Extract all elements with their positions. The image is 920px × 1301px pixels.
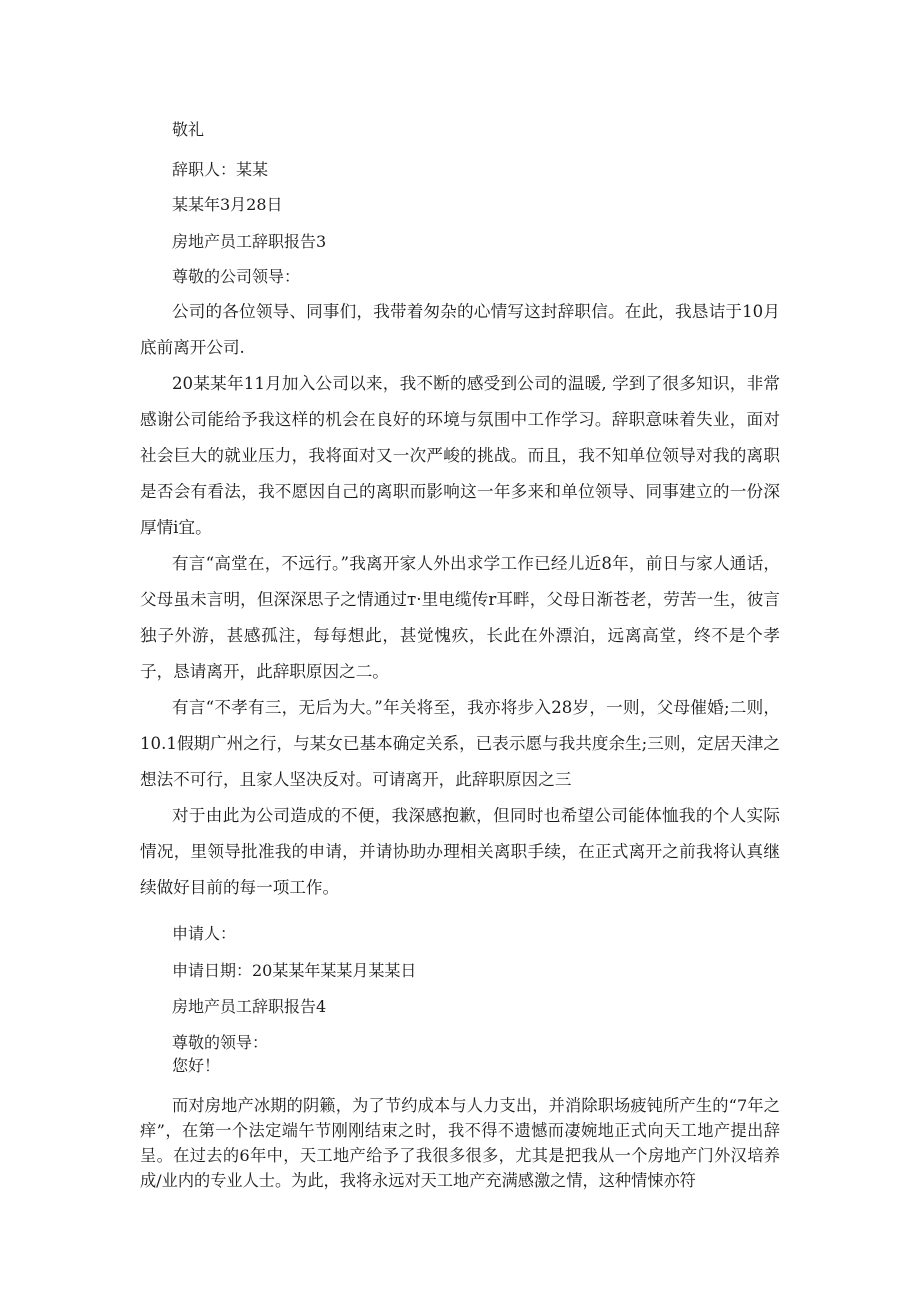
closing-salute: 敬礼 <box>172 120 205 139</box>
applicant-line: 申请人： <box>172 924 237 943</box>
letter4-greeting: 尊敬的领导： <box>172 1033 269 1052</box>
signer-line: 辞职人：某某 <box>172 160 269 179</box>
letter3-paragraph-3: 有言“高堂在，不远行。”我离开家人外出求学工作已经儿近8年，前日与家人通话，父母虽未言明，但深深思子之情通过т·里电缆传r耳畔，父母日渐苍老，劳苦一生，彼言独子外游，甚感孤注，每每想此，甚觉愧疚，长此在外漂泊，远离高堂，终不是个孝子，恳请离开，此辞职原因之二。 <box>140 554 780 681</box>
apply-date-line: 申请日期：20某某年某某月某某日 <box>172 961 417 980</box>
section-title-letter4: 房地产员工辞职报告4 <box>172 997 327 1016</box>
letter4-hello: 您好！ <box>172 1056 221 1075</box>
letter3-paragraph-5: 对于由此为公司造成的不便，我深感抱歉，但同时也希望公司能体恤我的个人实际情况，里领导批准我的申请，并请协助办理相关离职手续，在正式离开之前我将认真继续做好目前的每一项工作。 <box>140 806 780 897</box>
signature-date: 某某年3月28日 <box>172 195 283 214</box>
letter3-paragraph-4: 有言“不孝有三，无后为大。”年关将至，我亦将步入28岁，一则，父母催婚;二则，10.1假期广州之行，与某女已基本确定关系，已表示愿与我共度余生;三则，定居天津之想法不可行，且家人坚决反对。可请离开，此辞职原因之三 <box>140 698 780 789</box>
letter3-paragraph-2: 20某某年11月加入公司以来，我不断的感受到公司的温暖, 学到了很多知识，非常感谢公司能给予我这样的机会在良好的环境与氛围中工作学习。辞职意味着失业，面对社会巨大的就业压力，我将面对又一次严峻的挑战。而且，我不知单位领导对我的离职是否会有看法，我不愿因自己的离职而影响这一年多来和单位领导、同事建立的一份深厚情i宜。 <box>140 374 780 537</box>
letter3-greeting: 尊敬的公司领导： <box>172 267 301 286</box>
letter3-paragraph-1: 公司的各位领导、同事们，我带着匆杂的心情写这封辞职信。在此，我恳诘于10月底前离开公司. <box>140 302 780 357</box>
letter4-paragraph-1: 而对房地产冰期的阴籁，为了节约成本与人力支出，并消除职场疲钝所产生的“7年之痒”，在第一个法定端午节刚刚结束之时，我不得不遗憾而凄婉地正式向天工地产提出辞呈。在过去的6年中，天工地产给予了我很多很多，尤其是把我从一个房地产门外汉培养成/业内的专业人士。为此，我将永远对天工地产充满感激之情，这种情悚亦符 <box>140 1096 780 1190</box>
section-title-letter3: 房地产员工辞职报告3 <box>172 232 327 251</box>
